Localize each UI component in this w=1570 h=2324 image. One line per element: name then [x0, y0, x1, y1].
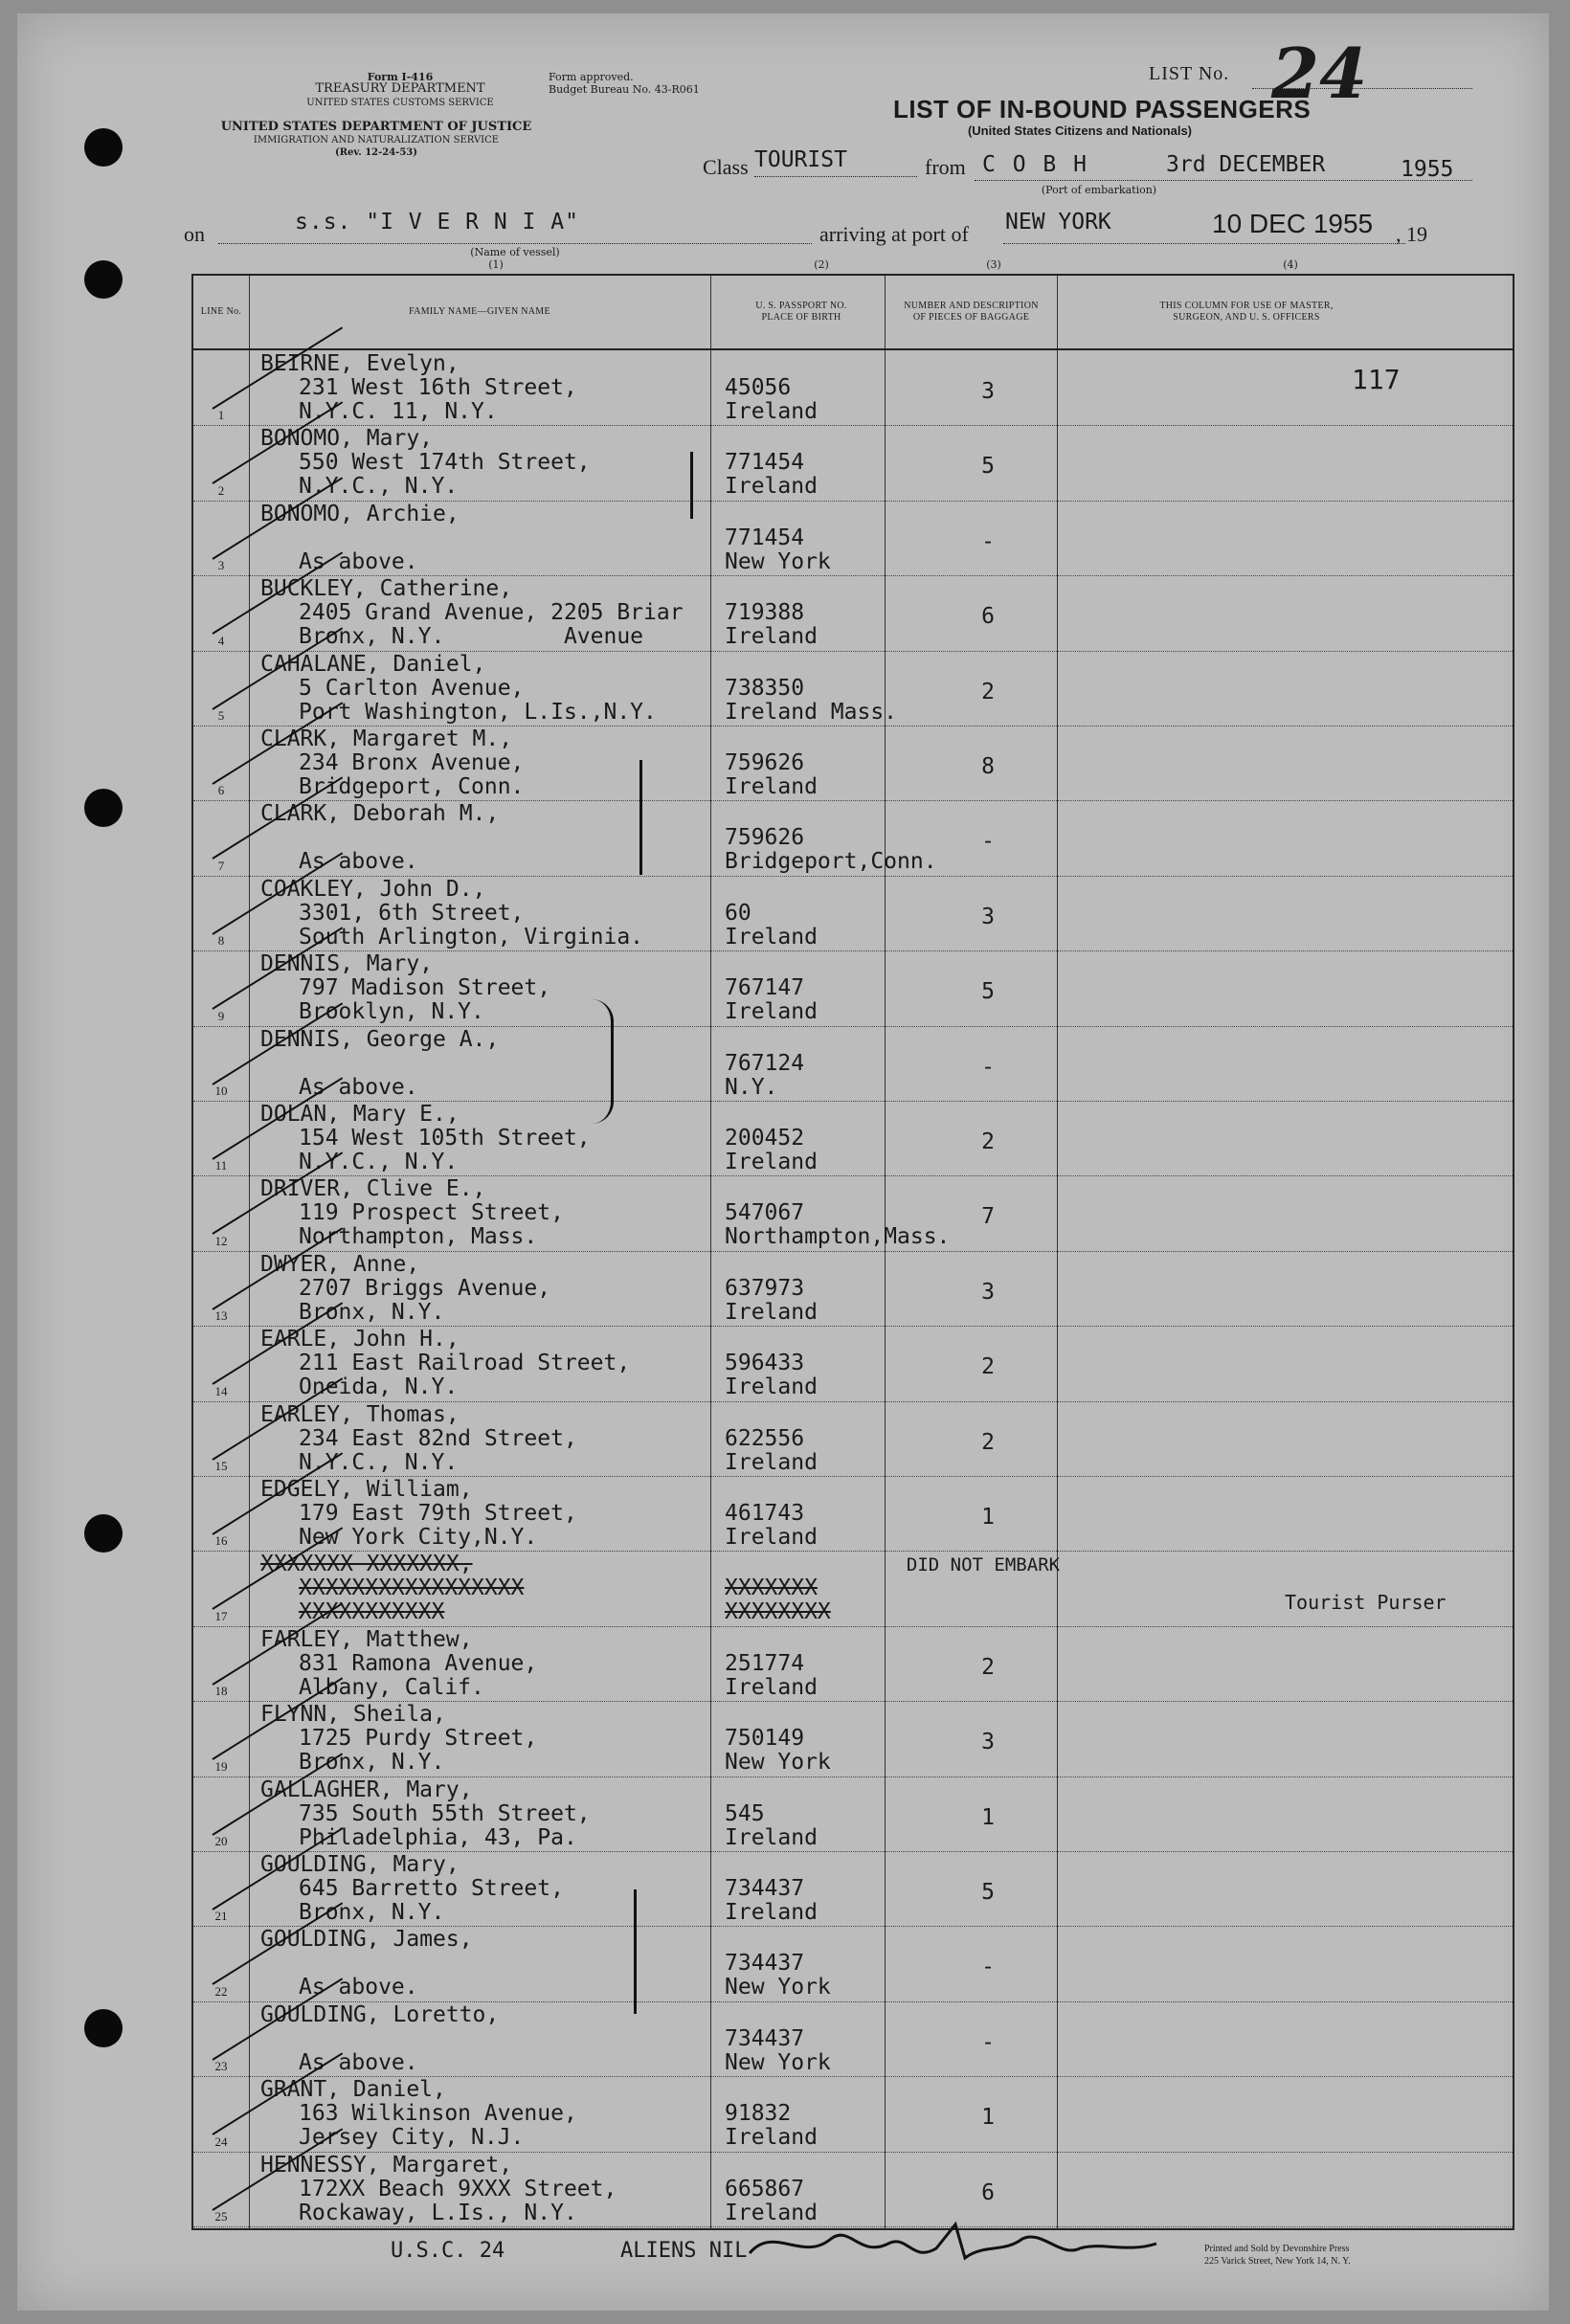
line-number: 14 [214, 1383, 228, 1398]
address-line-2: Jersey City, N.J. [299, 2125, 525, 2151]
place-of-birth: Ireland [725, 1150, 818, 1174]
address-line-1: 234 Bronx Avenue, [299, 750, 525, 775]
address-line-2: Albany, Calif. [299, 1674, 484, 1700]
line-number: 19 [214, 1758, 228, 1774]
baggage-count: 7 [981, 1204, 995, 1230]
passport-number: 637973 [725, 1275, 805, 1301]
baggage-count: 1 [981, 1804, 995, 1830]
baggage-count: 2 [981, 1129, 995, 1154]
passenger-name: FARLEY, Matthew, [260, 1626, 473, 1652]
line-number: 2 [217, 482, 225, 498]
passport-number: 734437 [725, 1876, 805, 1901]
document-subtitle: (United States Citizens and Nationals) [967, 123, 1193, 138]
customs-service: UNITED STATES CUSTOMS SERVICE [306, 98, 494, 108]
passenger-name: DWYER, Anne, [260, 1251, 420, 1277]
table-row [193, 1026, 1513, 1102]
passport-number: 461743 [725, 1501, 805, 1526]
table-row [193, 726, 1513, 801]
passport-number: 60 [725, 900, 751, 926]
address-line-1: 172XX Beach 9XXX Street, [299, 2176, 617, 2201]
place-of-birth: New York [725, 1750, 831, 1776]
passenger-name: BUCKLEY, Catherine, [260, 576, 513, 602]
passport-number: 622556 [725, 1425, 805, 1451]
address-line-2: Bronx, N.Y. [299, 1900, 445, 1925]
baggage-count: 6 [981, 604, 995, 630]
table-row [193, 1851, 1513, 1927]
address-line-2: N.Y.C. 11, N.Y. [299, 399, 498, 424]
place-of-birth: Bridgeport,Conn. [725, 849, 937, 875]
place-of-birth: New York [725, 1975, 831, 2000]
passenger-name: DENNIS, Mary, [260, 951, 434, 977]
address-line-2: As above. [299, 1074, 418, 1100]
table-row [193, 1701, 1513, 1777]
passenger-name: CLARK, Deborah M., [260, 801, 500, 827]
table-row [193, 1101, 1513, 1176]
place-of-birth: Ireland [725, 1299, 818, 1325]
baggage-count: 6 [981, 2179, 995, 2205]
address-line-2: As above. [299, 849, 418, 875]
line-number: 20 [214, 1833, 228, 1848]
address-line-2: As above. [299, 2049, 418, 2075]
address-line-1: 234 East 82nd Street, [299, 1425, 577, 1451]
line-number: 25 [214, 2208, 228, 2223]
passport-number: 200452 [725, 1126, 805, 1151]
table-row [193, 425, 1513, 501]
passport-number: 771454 [725, 450, 805, 476]
address-line-2: As above. [299, 1975, 418, 2000]
from-label: from [925, 155, 966, 179]
passport-number: 734437 [725, 2025, 805, 2051]
arrival-date-stamp: 10 DEC 1955 [1212, 209, 1374, 238]
line-number: 1 [217, 408, 225, 423]
table-row [193, 2076, 1513, 2152]
passport-number: 759626 [725, 750, 805, 775]
address-line-2: N.Y.C., N.Y. [299, 1449, 459, 1475]
table-row [193, 1175, 1513, 1251]
form-number: Form I-416 [367, 71, 434, 83]
signature [745, 2215, 1166, 2272]
place-of-birth: N.Y. [725, 1074, 778, 1100]
header-line-no: LINE No. [200, 306, 242, 317]
address-line-1: 735 South 55th Street, [299, 1800, 591, 1826]
line-number: 6 [217, 783, 225, 798]
table-row [193, 651, 1513, 726]
passport-number: XXXXXXX [725, 1575, 818, 1601]
on-label: on [184, 222, 205, 246]
place-of-birth: Ireland [725, 1525, 818, 1550]
passenger-name: DRIVER, Clive E., [260, 1176, 486, 1202]
justice-department: UNITED STATES DEPARTMENT OF JUSTICE [220, 120, 532, 134]
address-line-2: XXXXXXXXXXX [299, 1599, 445, 1625]
place-of-birth: Northampton,Mass. [725, 1224, 951, 1250]
table-row [193, 501, 1513, 576]
passport-number: 596433 [725, 1351, 805, 1376]
immigration-service: IMMIGRATION AND NATURALIZATION SERVICE [253, 135, 500, 145]
binder-hole [84, 128, 123, 167]
embarkation-date: 3rd DECEMBER [1166, 152, 1326, 177]
passenger-name: BONOMO, Mary, [260, 426, 434, 452]
table-row [193, 1777, 1513, 1852]
address-line-1: 179 East 79th Street, [299, 1501, 577, 1526]
passport-number: 545 [725, 1800, 765, 1826]
class-value: TOURIST [754, 147, 847, 172]
header-name: FAMILY NAME—GIVEN NAME [409, 306, 550, 317]
treasury-department: TREASURY DEPARTMENT [315, 81, 485, 96]
passenger-name: CLARK, Margaret M., [260, 726, 513, 751]
table-row [193, 2001, 1513, 2077]
passenger-name: BEIRNE, Evelyn, [260, 351, 460, 376]
baggage-count: 5 [981, 1880, 995, 1905]
address-line-2: Oneida, N.Y. [299, 1374, 459, 1400]
line-number: 24 [214, 2134, 228, 2149]
vessel-line [218, 243, 812, 244]
line-number: 10 [214, 1083, 228, 1098]
passenger-name: GOULDING, Mary, [260, 1852, 460, 1877]
class-line [754, 176, 917, 177]
address-line-1: XXXXXXXXXXXXXXXXX [299, 1575, 525, 1601]
line-number: 16 [214, 1533, 228, 1549]
place-of-birth: Ireland [725, 1674, 818, 1700]
arrival-port: NEW YORK [1005, 210, 1111, 235]
address-line-1: 231 West 16th Street, [299, 375, 577, 400]
header-officers: THIS COLUMN FOR USE OF MASTER, SURGEON, AND U. S. OFFICERS [1159, 301, 1334, 323]
address-line-2: N.Y.C., N.Y. [299, 474, 459, 500]
line-number: 11 [214, 1158, 228, 1173]
list-number-handwritten: 24 [1271, 33, 1368, 114]
budget-bureau: Budget Bureau No. 43-R061 [549, 83, 700, 96]
arrival-line [1003, 243, 1405, 244]
passenger-table [191, 274, 1514, 2230]
place-of-birth: Ireland Mass. [725, 699, 898, 725]
passenger-name: DENNIS, George A., [260, 1026, 500, 1052]
baggage-count: 5 [981, 454, 995, 480]
vessel-caption: (Name of vessel) [470, 246, 560, 258]
passport-number: 251774 [725, 1650, 805, 1676]
port-of-embarkation: C O B H [982, 152, 1088, 177]
passport-number: 738350 [725, 675, 805, 701]
address-line-1: 2405 Grand Avenue, 2205 Briar [299, 600, 684, 626]
port-caption: (Port of embarkation) [1041, 184, 1157, 196]
place-of-birth: Ireland [725, 399, 818, 424]
line-number: 15 [214, 1458, 228, 1473]
list-no-label: LIST No. [1149, 63, 1230, 84]
address-line-2: New York City,N.Y. [299, 1525, 538, 1550]
address-line-2: Port Washington, L.Is.,N.Y. [299, 699, 657, 725]
baggage-count: 2 [981, 1429, 995, 1455]
table-row [193, 1476, 1513, 1552]
embarkation-year: 1955 [1401, 157, 1454, 182]
baggage-count: - [981, 829, 995, 855]
officer-note: Tourist Purser [1285, 1591, 1447, 1615]
line-number: 12 [214, 1233, 228, 1248]
table-row [193, 800, 1513, 876]
header-passport: U. S. PASSPORT NO. PLACE OF BIRTH [755, 301, 847, 323]
place-of-birth: Ireland [725, 474, 818, 500]
manifest-page [17, 13, 1549, 2311]
passport-number: 547067 [725, 1200, 805, 1226]
col3-number: (3) [986, 258, 1001, 271]
nineteen: , 19 [1396, 222, 1427, 246]
header-baggage: NUMBER AND DESCRIPTION OF PIECES OF BAGGAGE [904, 301, 1039, 323]
col1-number: (1) [488, 258, 504, 271]
address-line-1: 3301, 6th Street, [299, 900, 525, 926]
line-number: 8 [217, 933, 225, 949]
table-row [193, 350, 1513, 426]
usc-number: U.S.C. 24 [391, 2239, 505, 2263]
address-line-2: Bronx, N.Y. [299, 1299, 445, 1325]
table-row [193, 950, 1513, 1026]
passport-number: 665867 [725, 2176, 805, 2201]
passenger-name: GOULDING, Loretto, [260, 2001, 500, 2027]
passport-number: 771454 [725, 525, 805, 550]
passport-number: 767147 [725, 975, 805, 1001]
address-line-1: 797 Madison Street, [299, 975, 551, 1001]
baggage-count: 3 [981, 379, 995, 404]
address-line-2: South Arlington, Virginia. [299, 924, 644, 950]
address-line-1: 154 West 105th Street, [299, 1126, 591, 1151]
address-line-1: 5 Carlton Avenue, [299, 675, 525, 701]
baggage-count: 8 [981, 754, 995, 779]
baggage-count: 1 [981, 1505, 995, 1530]
passport-number: 750149 [725, 1726, 805, 1752]
line-number: 3 [217, 558, 225, 573]
printer-credit-2: 225 Varick Street, New York 14, N. Y. [1204, 2256, 1351, 2267]
baggage-count: 3 [981, 1730, 995, 1755]
passenger-name: EDGELY, William, [260, 1477, 473, 1502]
baggage-count: - [981, 1054, 995, 1080]
passport-number: 767124 [725, 1050, 805, 1076]
baggage-count: - [981, 1955, 995, 1980]
place-of-birth: XXXXXXXX [725, 1599, 831, 1625]
place-of-birth: Ireland [725, 2125, 818, 2151]
passport-number: 719388 [725, 600, 805, 626]
table-row [193, 876, 1513, 951]
binder-hole [84, 260, 123, 299]
line-number: 4 [217, 633, 225, 648]
baggage-count: 5 [981, 979, 995, 1005]
line-number: 22 [214, 1983, 228, 1999]
place-of-birth: Ireland [725, 1449, 818, 1475]
address-line-1: 645 Barretto Street, [299, 1876, 564, 1901]
address-line-1: 831 Ramona Avenue, [299, 1650, 538, 1676]
address-line-2: N.Y.C., N.Y. [299, 1150, 459, 1174]
class-label: Class [703, 155, 749, 179]
baggage-count: 3 [981, 904, 995, 929]
pen-mark [592, 999, 614, 1124]
baggage-count: 2 [981, 1654, 995, 1680]
arriving-label: arriving at port of [819, 222, 969, 246]
place-of-birth: Ireland [725, 1374, 818, 1400]
passenger-name: GOULDING, James, [260, 1927, 473, 1953]
passenger-name: EARLEY, Thomas, [260, 1401, 460, 1427]
table-row [193, 1251, 1513, 1327]
line-number: 21 [214, 1909, 228, 1924]
passenger-name: EARLE, John H., [260, 1327, 460, 1352]
line-number: 13 [214, 1308, 228, 1324]
address-line-2: Bronx, N.Y. [299, 1750, 445, 1776]
address-line-1: 119 Prospect Street, [299, 1200, 564, 1226]
pen-mark [634, 1889, 637, 2014]
line-number: 18 [214, 1684, 228, 1699]
table-row [193, 1626, 1513, 1702]
baggage-count: 1 [981, 2105, 995, 2131]
line-number: 17 [214, 1608, 228, 1623]
col2-number: (2) [814, 258, 829, 271]
baggage-count: DID NOT EMBARK [906, 1554, 1061, 1576]
passenger-name: BONOMO, Archie, [260, 501, 460, 526]
address-line-1: 211 East Railroad Street, [299, 1351, 631, 1376]
table-row [193, 1551, 1513, 1626]
passenger-name: FLYNN, Sheila, [260, 1702, 446, 1728]
passenger-name: DOLAN, Mary E., [260, 1102, 460, 1127]
address-line-1: 550 West 174th Street, [299, 450, 591, 476]
baggage-count: - [981, 2029, 995, 2055]
table-row [193, 1401, 1513, 1477]
baggage-count: 2 [981, 1354, 995, 1380]
passport-number: 759626 [725, 825, 805, 851]
place-of-birth: Ireland [725, 1900, 818, 1925]
vessel-name: s.s. "I V E R N I A" [295, 210, 579, 235]
passport-number: 734437 [725, 1951, 805, 1977]
passenger-name: HENNESSY, Margaret, [260, 2152, 513, 2178]
baggage-count: 3 [981, 1279, 995, 1305]
address-line-2: Bridgeport, Conn. [299, 774, 525, 799]
binder-hole [84, 789, 123, 827]
table-row [193, 1326, 1513, 1401]
line-number: 5 [217, 707, 225, 723]
place-of-birth: New York [725, 548, 831, 574]
passenger-name: GRANT, Daniel, [260, 2077, 446, 2103]
passport-number: 91832 [725, 2101, 792, 2127]
place-of-birth: Ireland [725, 924, 818, 950]
place-of-birth: Ireland [725, 1824, 818, 1850]
revision: (Rev. 12-24-53) [335, 147, 417, 158]
passenger-name: GALLAGHER, Mary, [260, 1777, 473, 1802]
address-line-1: 163 Wilkinson Avenue, [299, 2101, 577, 2127]
place-of-birth: Ireland [725, 624, 818, 650]
baggage-count: - [981, 528, 995, 554]
line-number: 7 [217, 858, 225, 873]
address-line-2: Brooklyn, N.Y. [299, 999, 484, 1025]
table-row [193, 1926, 1513, 2001]
passenger-name: CAHALANE, Daniel, [260, 651, 486, 677]
binder-hole [84, 1514, 123, 1553]
col4-number: (4) [1283, 258, 1298, 271]
address-line-1: 1725 Purdy Street, [299, 1726, 538, 1752]
place-of-birth: Ireland [725, 2200, 818, 2225]
document-title: LIST OF IN-BOUND PASSENGERS [893, 95, 1312, 123]
address-line-2: As above. [299, 548, 418, 574]
address-line-2: Bronx, N.Y. Avenue [299, 624, 644, 650]
place-of-birth: New York [725, 2049, 831, 2075]
aliens-nil: ALIENS NIL [620, 2239, 748, 2263]
form-approved: Form approved. [549, 71, 634, 83]
address-line-2: Rockaway, L.Is., N.Y. [299, 2200, 577, 2225]
address-line-2: Philadelphia, 43, Pa. [299, 1824, 577, 1850]
baggage-count: 2 [981, 679, 995, 704]
address-line-2: Northampton, Mass. [299, 1224, 538, 1250]
from-line [975, 180, 1472, 181]
place-of-birth: Ireland [725, 999, 818, 1025]
passport-number: 45056 [725, 375, 792, 400]
binder-hole [84, 2009, 123, 2047]
passenger-name: COAKLEY, John D., [260, 876, 486, 902]
address-line-1: 2707 Briggs Avenue, [299, 1275, 551, 1301]
line-number: 23 [214, 2059, 228, 2074]
passenger-name: XXXXXXX XXXXXXX, [260, 1552, 473, 1577]
table-row [193, 575, 1513, 651]
officer-note: 117 [1352, 364, 1401, 395]
place-of-birth: Ireland [725, 774, 818, 799]
pen-mark [690, 452, 693, 519]
printer-credit-1: Printed and Sold by Devonshire Press [1204, 2244, 1350, 2254]
line-number: 9 [217, 1008, 225, 1023]
pen-mark [639, 760, 642, 875]
